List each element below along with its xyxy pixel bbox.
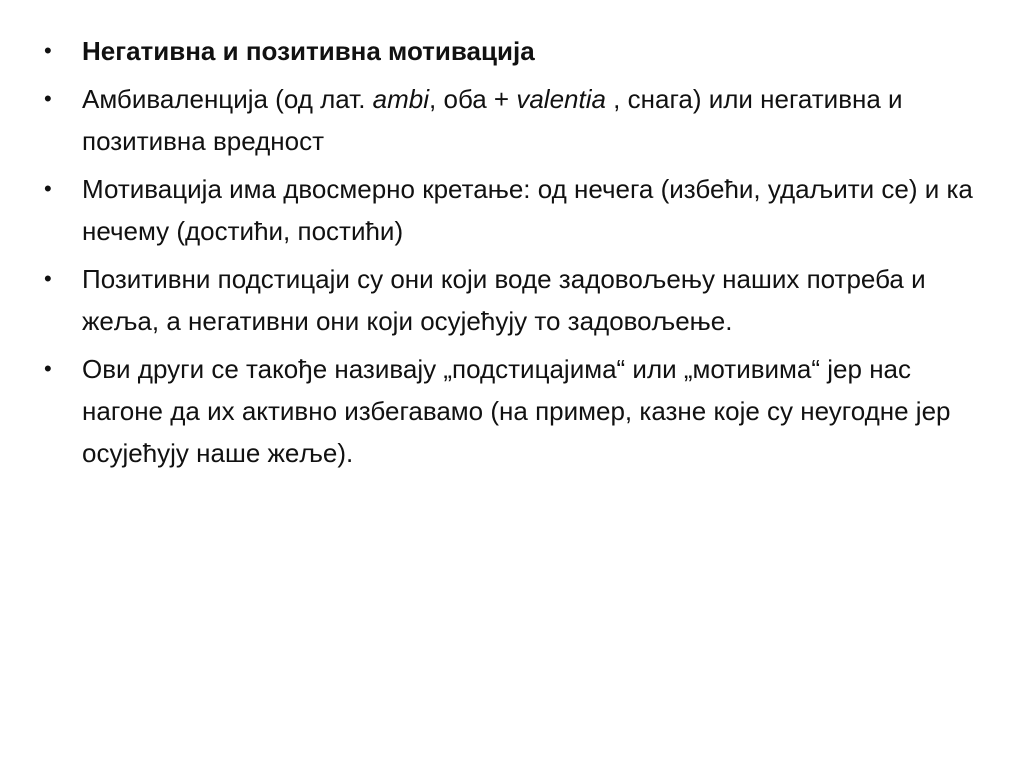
bullet-item-ambivalence (40, 78, 990, 162)
latin-term-ambi: ambi (372, 84, 430, 114)
bullet-text-part: Амбиваленција (од лат. (82, 84, 373, 114)
bullet-item-positive-incentives (40, 258, 990, 342)
bullet-dot: • (44, 86, 52, 111)
bullet-item-negative-positive-motivation (40, 30, 990, 72)
bullet-heading: Негативна и позитивна мотивација (82, 36, 535, 66)
bullet-item-bidirectional-motivation (40, 168, 990, 252)
bullet-dot: • (44, 176, 52, 201)
bullet-dot: • (44, 38, 52, 63)
bullet-item-negative-incentives (40, 348, 990, 474)
bullet-dot: • (44, 266, 52, 291)
bullet-text-part: , снага) или негативна и позитивна вредност (82, 84, 903, 156)
latin-term-valentia: valentia (516, 84, 606, 114)
bullet-text: Ови други се такође називају „подстицајима“ или „мотивима“ јер нас нагоне да их активно избегавамо (на пример, казне које су неугодне јер осујећују наше жеље). (82, 354, 951, 468)
bullet-text-part: , оба + (429, 84, 517, 114)
bullet-text: Мотивација има двосмерно кретање: од нечега (избећи, удаљити се) и ка нечему (достићи, постићи) (82, 174, 973, 246)
bullet-dot: • (44, 356, 52, 381)
bullet-text: Позитивни подстицаји су они који воде задовољењу наших потреба и жеља, а негативни они који осујећују то задовољење. (82, 264, 926, 336)
bullet-list (40, 30, 990, 480)
